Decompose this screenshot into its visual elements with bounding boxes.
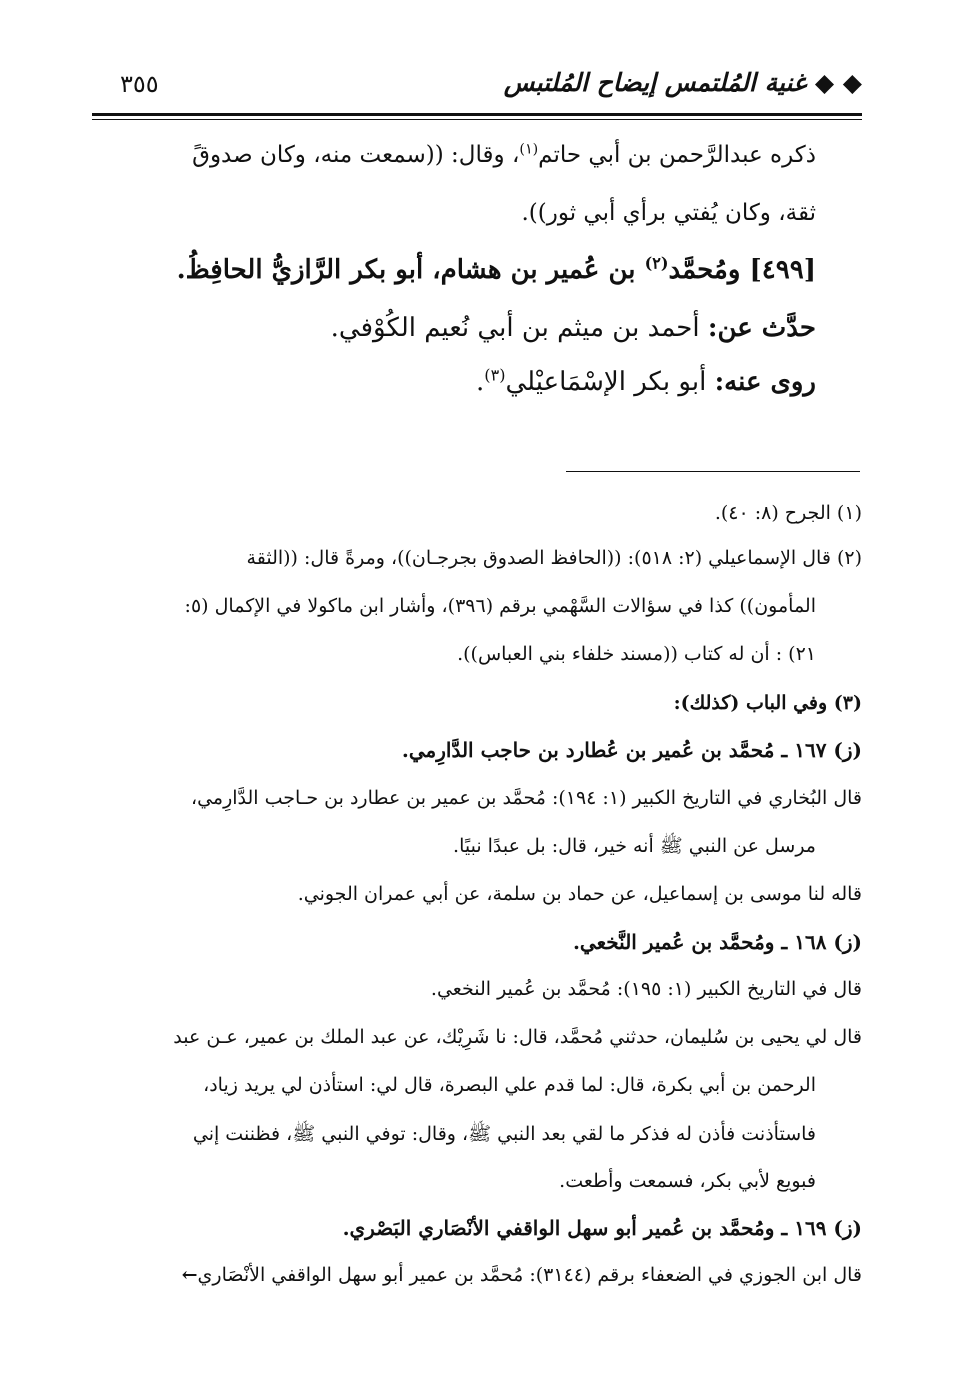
footnote-2-line-3: ٢١) : أن له كتاب ((مسند خلفاء بني العباس)). (457, 643, 816, 665)
text-segment: ذكره عبدالرَّحمن بن أبي حاتم (538, 142, 816, 168)
entry-169-line-1 (96, 1264, 862, 1286)
header-rule-thin (92, 119, 862, 120)
entry-167-line-2: مرسل عن النبي ﷺ أنه خير، قال: بل عبدًا نبيًا. (453, 835, 816, 857)
rawa-label: روى عنه: (714, 367, 816, 397)
entry-167-line-1: قال البُخاري في التاريخ الكبير (١: ١٩٤): مُحمَّد بن عمير بن عطارد بن حـاجب الدَّارِمي، (190, 787, 862, 809)
rawa-end: . (476, 367, 485, 397)
text-segment: ، وقال: ((سمعت منه، وكان صدوقً (192, 142, 520, 168)
footnote-separator (566, 471, 860, 472)
rawa-text: أبو بكر الإسْمَاعيْلي (505, 367, 715, 397)
text-segment: ثقة، وكان يُفتي برأي أبي ثور)). (521, 200, 816, 226)
running-header (92, 62, 862, 108)
body-line-2 (96, 200, 816, 226)
continue-arrow-icon: ← (181, 1264, 198, 1286)
footnote-2-line-2: المأمون)) كذا في سؤالات السَّهْمي برقم (٣٩٦)، وأشار ابن ماكولا في الإكمال (٥: (184, 595, 816, 617)
entry-168-heading: (ز) ١٦٨ ـ ومُحمَّد بن عُمير النَّخعي. (572, 930, 862, 954)
footnote-ref-2[interactable]: (٢) (644, 253, 669, 273)
footnote-ref-3[interactable]: (٣) (484, 365, 506, 385)
footnote-ref-1[interactable]: (١) (519, 141, 539, 158)
haddath-text: أحمد بن ميثم بن أبي نُعيم الكُوْفي. (330, 313, 708, 343)
haddath-label: حدَّث عن: (707, 313, 816, 343)
header-rule-thick (92, 113, 862, 116)
entry-title-a: [٤٩٩] ومُحمَّد (668, 255, 816, 285)
footnote-3: (٣) وفي الباب (كذلك): (673, 692, 862, 714)
entry-169-text: قال ابن الجوزي في الضعفاء برقم (٣١٤٤): مُحمَّد بن عمير أبو سهل الواقفي الأنْصَاري (197, 1264, 862, 1286)
body-line-1 (96, 142, 816, 168)
rawa-line (96, 367, 816, 397)
entry-167-heading: (ز) ١٦٧ ـ مُحمَّد بن عُمير بن عُطارد بن حاجب الدَّارِمي. (401, 738, 862, 762)
entry-168-line-3: الرحمن بن أبي بكرة، قال: لما قدم علي البصرة، قال لي: استأذن لي يريد زياد، (203, 1074, 816, 1096)
footnote-2-line-1: (٢) قال الإسماعيلي (٢: ٥١٨): ((الحافظ الصدوق بجرجـان))، ومرةً قال: ((الثقة (246, 547, 862, 569)
entry-168-line-1: قال في التاريخ الكبير (١: ١٩٥): مُحمَّد بن عُمير النخعي. (430, 978, 862, 1000)
entry-title-b: بن عُمير بن هشام، أبو بكر الرَّازيُّ الحافِظُ. (176, 255, 645, 285)
entry-167-line-3: قاله لنا موسى بن إسماعيل، عن حماد بن سلمة، عن أبي عمران الجوني. (297, 883, 862, 905)
haddath-line (96, 313, 816, 343)
book-title: ◆ ◆ غنية المُلتمس إيضاح المُلتبس (503, 68, 862, 97)
footnote-1: (١) الجرح (٨: ٤٠). (714, 502, 862, 524)
entry-168-line-5: فبويع لأبي بكر، فسمعت وأطعت. (559, 1170, 816, 1192)
entry-168-line-2: قال لي يحيى بن سُليمان، حدثني مُحمَّد، قال: نا شَرِيْك، عن عبد الملك بن عمير، عـن عبد (173, 1026, 862, 1048)
entry-169-heading: (ز) ١٦٩ ـ ومُحمَّد بن عُمير أبو سهل الواقفي الأنْصَاري البَصْري. (342, 1216, 862, 1240)
entry-heading-499 (96, 255, 816, 285)
page-number: ٣٥٥ (120, 70, 159, 98)
entry-168-line-4: فاستأذنت فأذن له فذكر ما لقي بعد النبي ﷺ، وقال: توفي النبي ﷺ، فظننت إني (192, 1123, 816, 1145)
